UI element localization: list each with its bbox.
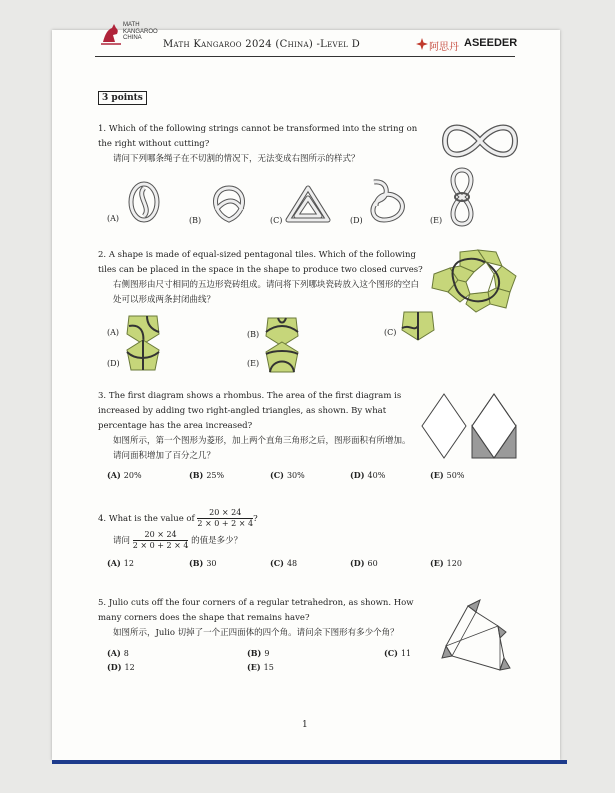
q1-option-b[interactable]: (B)	[189, 216, 202, 225]
question-3-cn: 如图所示，第一个图形为菱形，加上两个直角三角形之后，图形面积有所增加。请问面积增加了百分之几？	[113, 436, 411, 461]
question-text: A shape is made of equal-sized pentagonal tiles. Which of the following tiles can be placed in the space in the shape to produce two closed curves?	[98, 250, 423, 275]
question-2-text	[98, 248, 428, 278]
option-label: (B)	[247, 648, 262, 658]
question-number: 4.	[98, 514, 107, 524]
q2-option-d[interactable]: (D)	[107, 359, 120, 368]
option-value: 20%	[123, 471, 142, 480]
option-label: (B)	[189, 558, 204, 568]
scanner-edge-band	[52, 760, 567, 764]
option-value: 11	[400, 649, 412, 658]
option-label: (C)	[270, 470, 284, 480]
option-value: 48	[286, 559, 298, 568]
logo-line-3: CHINA	[123, 35, 142, 41]
fraction-denominator: 2 × 0 + 2 × 4	[132, 541, 189, 550]
question-text: Julio cuts off the four corners of a regular tetrahedron, as shown. How many corners does the shape that remains have?	[98, 598, 414, 623]
q2-option-b[interactable]: (B)	[247, 330, 260, 339]
q4-option-c[interactable]	[270, 558, 297, 568]
q5-option-d[interactable]	[107, 662, 135, 672]
option-label: (D)	[350, 470, 365, 480]
q1-option-a[interactable]: (A)	[107, 214, 120, 223]
option-label: (D)	[350, 558, 365, 568]
q2-tile-d	[125, 338, 161, 372]
question-number: 2.	[98, 250, 107, 260]
q3-option-d[interactable]	[350, 470, 385, 480]
question-5-cn: 如图所示，Julio 切掉了一个正四面体的四个角。请问余下图形有多少个角？	[113, 628, 399, 638]
option-label: (E)	[430, 470, 444, 480]
question-number: 5.	[98, 598, 107, 608]
question-text: What is the value of	[108, 514, 195, 524]
question-4-cn	[113, 530, 373, 551]
q1-option-e[interactable]: (E)	[430, 216, 443, 225]
question-5-text	[98, 596, 433, 626]
logo-right-cn: 阿思丹	[429, 42, 459, 53]
question-4-text	[98, 508, 418, 529]
q5-option-e[interactable]	[247, 662, 274, 672]
cn-after: 的值是多少？	[191, 536, 243, 546]
q3-rhombus-diagrams	[420, 392, 518, 462]
q5-truncated-tetrahedron	[440, 596, 514, 674]
header-rule	[95, 56, 515, 57]
q5-option-c[interactable]	[384, 648, 411, 658]
question-number: 3.	[98, 391, 107, 401]
option-value: 15	[263, 663, 274, 672]
option-value: 25%	[206, 471, 225, 480]
q1-option-b-string	[206, 182, 252, 226]
option-value: 120	[446, 559, 462, 568]
q2-pentagon-shape	[430, 248, 518, 314]
q5-option-a[interactable]	[107, 648, 129, 658]
q4-fraction-cn	[133, 530, 189, 551]
option-value: 60	[367, 559, 378, 568]
kangaroo-logo-icon	[100, 22, 122, 46]
q1-option-c-string	[284, 184, 332, 226]
q2-option-c[interactable]: (C)	[384, 328, 397, 337]
q4-fraction	[197, 508, 253, 529]
logo-line-1: MATH	[123, 22, 140, 28]
q1-option-c[interactable]: (C)	[270, 216, 283, 225]
q3-option-c[interactable]	[270, 470, 305, 480]
q4-option-b[interactable]	[189, 558, 217, 568]
q3-option-a[interactable]	[107, 470, 142, 480]
option-value: 12	[123, 559, 134, 568]
question-text: The first diagram shows a rhombus. The area of the first diagram is increased by adding two right-angled triangles, as shown. By what percentage has the area increased?	[98, 391, 402, 431]
q2-tile-c	[400, 308, 436, 342]
option-label: (C)	[384, 648, 398, 658]
header-title: Math Kangaroo 2024 (China) -Level D	[163, 39, 361, 50]
option-value: 40%	[367, 471, 386, 480]
logo-left-text	[123, 22, 158, 42]
fraction-numerator: 20 × 24	[197, 508, 253, 519]
q3-option-e[interactable]	[430, 470, 464, 480]
option-label: (A)	[107, 470, 121, 480]
q1-option-e-string	[446, 166, 478, 228]
cn-before: 请问	[113, 536, 131, 546]
aseeder-star-icon	[416, 38, 428, 50]
fraction-denominator: 2 × 0 + 2 × 4	[197, 519, 254, 528]
option-label: (E)	[430, 558, 444, 568]
option-label: (A)	[107, 648, 121, 658]
option-value: 30%	[286, 471, 305, 480]
option-label: (A)	[107, 558, 121, 568]
question-mark: ?	[253, 514, 258, 524]
q1-reference-string	[440, 118, 520, 164]
q1-option-d[interactable]: (D)	[350, 216, 363, 225]
q4-option-a[interactable]	[107, 558, 134, 568]
option-value: 9	[264, 649, 270, 658]
option-value: 30	[206, 559, 217, 568]
section-label: 3 points	[98, 91, 147, 105]
option-label: (B)	[189, 470, 204, 480]
question-2-cn: 右侧图形由尺寸相同的五边形瓷砖组成。请问将下列哪块瓷砖放入这个图形的空白处可以形成两条封闭曲线？	[113, 280, 420, 305]
page-number: 1	[302, 720, 308, 730]
question-1-text	[98, 122, 433, 152]
question-3-text	[98, 389, 416, 434]
question-text: Which of the following strings cannot be transformed into the string on the right without cutting?	[98, 124, 418, 149]
q4-option-e[interactable]	[430, 558, 462, 568]
logo-right-en: ASEEDER	[464, 37, 518, 49]
q1-option-d-string	[364, 176, 412, 226]
q5-option-b[interactable]	[247, 648, 269, 658]
option-value: 50%	[446, 471, 465, 480]
q1-option-a-string	[124, 180, 164, 224]
question-number: 1.	[98, 124, 107, 134]
question-1-cn: 请问下列哪条绳子在不切割的情况下，无法变成右图所示的样式？	[113, 154, 360, 164]
fraction-numerator: 20 × 24	[133, 530, 189, 541]
option-label: (D)	[107, 662, 122, 672]
option-value: 12	[124, 663, 135, 672]
q3-option-b[interactable]	[189, 470, 224, 480]
option-value: 8	[123, 649, 129, 658]
option-label: (E)	[247, 662, 261, 672]
q2-tile-e	[264, 340, 300, 374]
q4-option-d[interactable]	[350, 558, 378, 568]
logo-line-2: KANGAROO	[123, 28, 158, 35]
option-label: (C)	[270, 558, 284, 568]
q2-option-e[interactable]: (E)	[247, 359, 260, 368]
q2-option-a[interactable]: (A)	[107, 328, 120, 337]
